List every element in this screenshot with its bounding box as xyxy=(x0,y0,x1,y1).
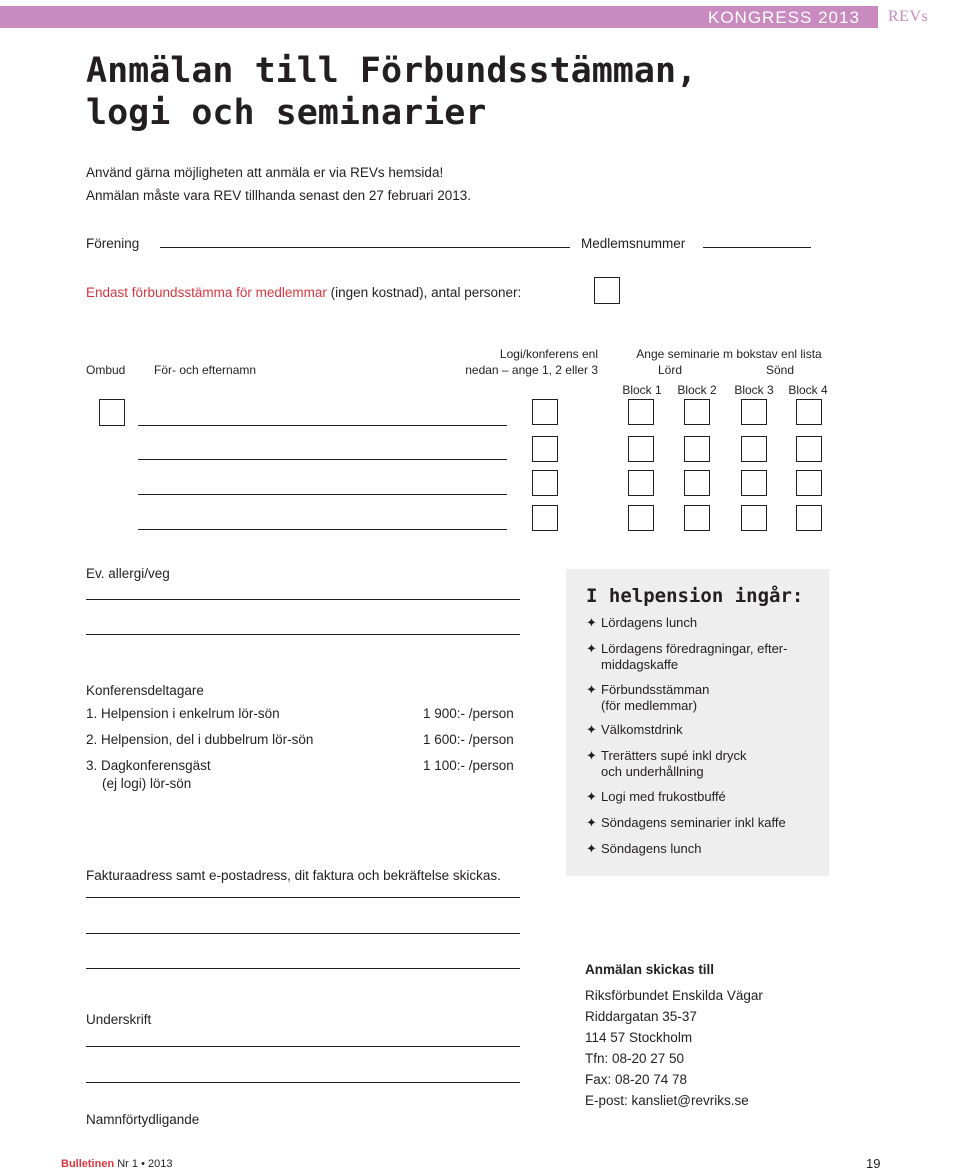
revs-logo-text: REVs xyxy=(888,8,929,25)
allergi-line-1[interactable] xyxy=(86,599,520,600)
block-4-header: Block 4 xyxy=(788,383,828,397)
item-7-l1: Söndagens seminarier inkl kaffe xyxy=(601,815,786,830)
block3-box-4[interactable] xyxy=(741,505,767,531)
faktura-line-3[interactable] xyxy=(86,968,520,969)
underskrift-label: Underskrift xyxy=(86,1012,152,1027)
namn-header: För- och efternamn xyxy=(154,363,257,377)
block1-box-3[interactable] xyxy=(628,470,654,496)
block-3-header: Block 3 xyxy=(734,383,774,397)
name-line-3[interactable] xyxy=(138,494,507,495)
name-line-2[interactable] xyxy=(138,459,507,460)
four-point-star-icon: ✦ xyxy=(586,815,597,830)
intro-line2: Anmälan måste vara REV tillhanda senast den 27 februari 2013. xyxy=(86,188,471,203)
intro-line1: Använd gärna möjligheten att anmäla er via REVs hemsida! xyxy=(86,165,444,180)
option-1-num: 1. xyxy=(86,706,98,721)
block-2-header: Block 2 xyxy=(677,383,717,397)
item-1-l1: Lördagens lunch xyxy=(601,615,698,630)
konferens-option-2 xyxy=(86,731,313,748)
four-point-star-icon: ✦ xyxy=(586,722,597,737)
four-point-star-icon: ✦ xyxy=(586,841,597,856)
allergi-label: Ev. allergi/veg xyxy=(86,566,170,581)
namnfortydligande-label: Namnförtydligande xyxy=(86,1112,200,1127)
footer-publication xyxy=(61,1158,172,1170)
item-8-l1: Söndagens lunch xyxy=(601,841,702,856)
address-line-1: Riksförbundet Enskilda Vägar xyxy=(585,988,763,1003)
ombud-header: Ombud xyxy=(86,363,126,377)
stamma-red-text: Endast förbundsstämma för medlemmar xyxy=(86,285,327,300)
block2-box-4[interactable] xyxy=(684,505,710,531)
four-point-star-icon: ✦ xyxy=(586,682,597,697)
item-3-l1: Förbundsstämman xyxy=(601,682,710,697)
logi-box-4[interactable] xyxy=(532,505,558,531)
block4-box-1[interactable] xyxy=(796,399,822,425)
forening-input-line[interactable] xyxy=(160,247,570,248)
four-point-star-icon: ✦ xyxy=(586,615,597,630)
faktura-line-2[interactable] xyxy=(86,933,520,934)
item-3-l2: (för medlemmar) xyxy=(601,698,698,713)
logi-box-3[interactable] xyxy=(532,470,558,496)
logi-box-1[interactable] xyxy=(532,399,558,425)
four-point-star-icon: ✦ xyxy=(586,748,597,763)
page-title xyxy=(86,50,786,134)
name-line-1[interactable] xyxy=(138,425,507,426)
forening-label: Förening xyxy=(86,236,140,251)
seminar-header: Ange seminarie m bokstav enl lista xyxy=(636,347,822,361)
block4-box-4[interactable] xyxy=(796,505,822,531)
option-3-text2: (ej logi) lör-sön xyxy=(102,776,192,791)
block1-box-1[interactable] xyxy=(628,399,654,425)
allergi-line-2[interactable] xyxy=(86,634,520,635)
stamma-rest-text: (ingen kostnad), antal personer: xyxy=(326,285,522,300)
option-3-text: Dagkonferensgäst xyxy=(101,758,211,773)
revs-logo xyxy=(878,5,960,30)
helpension-item-1 xyxy=(586,615,826,631)
sond-header: Sönd xyxy=(765,363,795,377)
item-5-l2: och underhållning xyxy=(601,764,704,779)
helpension-item-5 xyxy=(586,748,826,780)
name-line-4[interactable] xyxy=(138,529,507,530)
block3-box-1[interactable] xyxy=(741,399,767,425)
helpension-item-6 xyxy=(586,789,826,805)
block3-box-2[interactable] xyxy=(741,436,767,462)
logi-header-line2: nedan – ange 1, 2 eller 3 xyxy=(465,363,598,377)
helpension-item-4 xyxy=(586,722,826,738)
option-2-text: Helpension, del i dubbelrum lör-sön xyxy=(101,732,314,747)
stamma-count-box[interactable] xyxy=(594,277,620,304)
medlemsnummer-input-line[interactable] xyxy=(703,247,811,248)
block3-box-3[interactable] xyxy=(741,470,767,496)
footer-publication-name: Bulletinen xyxy=(61,1158,115,1170)
konferens-option-1 xyxy=(86,705,280,722)
address-line-6: E-post: kansliet@revriks.se xyxy=(585,1093,749,1108)
konferens-option-3 xyxy=(86,757,211,774)
block-1-header: Block 1 xyxy=(622,383,662,397)
faktura-line-1[interactable] xyxy=(86,897,520,898)
four-point-star-icon: ✦ xyxy=(586,641,597,656)
option-1-price: 1 900:- /person xyxy=(423,706,514,721)
medlemsnummer-label: Medlemsnummer xyxy=(581,236,686,251)
page-number: 19 xyxy=(866,1156,881,1171)
page-title-line1: Anmälan till Förbundsstämman, xyxy=(86,51,698,91)
footer-issue: Nr 1 • 2013 xyxy=(114,1158,173,1170)
option-3-price: 1 100:- /person xyxy=(423,758,514,773)
ombud-checkbox[interactable] xyxy=(99,399,125,426)
logi-header-line1: Logi/konferens enl xyxy=(499,347,598,361)
address-line-4: Tfn: 08-20 27 50 xyxy=(585,1051,685,1066)
option-2-price: 1 600:- /person xyxy=(423,732,514,747)
helpension-item-8 xyxy=(586,841,826,857)
address-line-3: 114 57 Stockholm xyxy=(585,1030,693,1045)
page-title-line2: logi och seminarier xyxy=(86,93,487,133)
helpension-title: I helpension ingår: xyxy=(586,585,804,607)
block1-box-2[interactable] xyxy=(628,436,654,462)
block4-box-3[interactable] xyxy=(796,470,822,496)
block2-box-3[interactable] xyxy=(684,470,710,496)
item-4-l1: Välkomstdrink xyxy=(601,722,683,737)
item-5-l1: Trerätters supé inkl dryck xyxy=(601,748,747,763)
block2-box-1[interactable] xyxy=(684,399,710,425)
konferens-heading: Konferensdeltagare xyxy=(86,683,204,698)
option-3-num: 3. xyxy=(86,758,98,773)
block1-box-4[interactable] xyxy=(628,505,654,531)
address-line-2: Riddargatan 35-37 xyxy=(585,1009,697,1024)
option-2-num: 2. xyxy=(86,732,98,747)
helpension-item-7 xyxy=(586,815,826,831)
stamma-label xyxy=(86,284,521,301)
address-heading: Anmälan skickas till xyxy=(585,962,715,977)
four-point-star-icon: ✦ xyxy=(586,789,597,804)
faktura-label: Fakturaadress samt e-postadress, dit faktura och bekräftelse skickas. xyxy=(86,868,501,883)
option-1-text: Helpension i enkelrum lör-sön xyxy=(101,706,280,721)
logi-box-2[interactable] xyxy=(532,436,558,462)
item-6-l1: Logi med frukostbuffé xyxy=(601,789,726,804)
address-line-5: Fax: 08-20 74 78 xyxy=(585,1072,688,1087)
item-2-l2: middagskaffe xyxy=(601,657,679,672)
underskrift-line[interactable] xyxy=(86,1046,520,1047)
kongress-label: KONGRESS 2013 xyxy=(708,8,860,27)
helpension-item-2 xyxy=(586,641,826,673)
namnfortydligande-line[interactable] xyxy=(86,1082,520,1083)
block2-box-2[interactable] xyxy=(684,436,710,462)
item-2-l1: Lördagens föredragningar, efter- xyxy=(601,641,788,656)
block4-box-2[interactable] xyxy=(796,436,822,462)
lord-header: Lörd xyxy=(657,363,683,377)
helpension-item-3 xyxy=(586,682,826,714)
